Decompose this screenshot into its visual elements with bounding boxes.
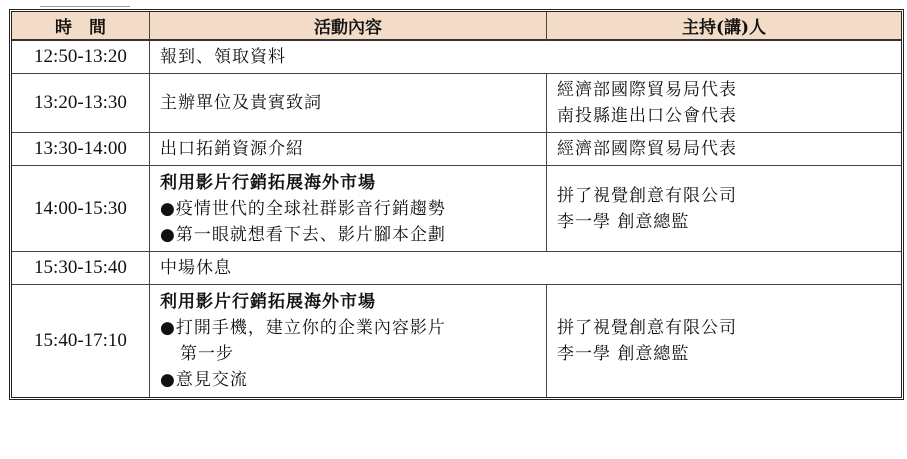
host-line: 拼了視覺創意有限公司 [557,318,737,338]
activity-cell [150,41,901,74]
table-row [12,166,901,252]
time-cell: 15:30-15:40 [12,252,150,285]
activity-line: 主辦單位及貴賓致詞 [160,93,322,113]
host-cell [547,166,901,252]
host-line: 經濟部國際貿易局代表 [557,80,737,100]
activity-line: ●意見交流 [160,370,248,390]
activity-line: 出口拓銷資源介紹 [160,139,304,159]
page-fragment-line [40,0,130,7]
host-cell [547,74,901,133]
time-cell: 14:00-15:30 [12,166,150,252]
header-activity: 活動內容 [150,12,547,41]
activity-cell [150,166,547,252]
header-host: 主持(講)人 [547,12,901,41]
table-row [12,252,901,285]
time-cell: 13:20-13:30 [12,74,150,133]
agenda-table-wrapper [9,9,898,400]
host-line: 李一學 創意總監 [557,344,690,364]
host-line: 經濟部國際貿易局代表 [557,139,737,159]
activity-line: 第一步 [180,344,234,364]
activity-line: ●打開手機，建立你的企業內容影片 [160,318,446,338]
time-cell: 15:40-17:10 [12,285,150,397]
table-row [12,74,901,133]
header-time: 時 間 [12,12,150,41]
activity-cell [150,74,547,133]
activity-line: ●第一眼就想看下去、影片腳本企劃 [160,224,446,245]
time-cell: 12:50-13:20 [12,41,150,74]
activity-line: 中場休息 [160,258,232,278]
table-row [12,133,901,166]
host-line: 南投縣進出口公會代表 [557,106,737,126]
table-row [12,41,901,74]
activity-cell [150,285,547,397]
activity-line: 報到、領取資料 [160,47,286,67]
host-cell [547,133,901,166]
host-line: 李一學 創意總監 [557,211,690,232]
activity-line: ●疫情世代的全球社群影音行銷趨勢 [160,198,446,219]
activity-cell [150,252,901,285]
activity-cell [150,133,547,166]
agenda-body [12,41,901,397]
host-cell [547,285,901,397]
time-cell: 13:30-14:00 [12,133,150,166]
activity-title: 利用影片行銷拓展海外市場 [160,172,376,193]
table-row [12,285,901,397]
header-row [12,12,901,41]
activity-title: 利用影片行銷拓展海外市場 [160,292,376,312]
host-line: 拼了視覺創意有限公司 [557,185,737,206]
agenda-table [9,9,904,400]
